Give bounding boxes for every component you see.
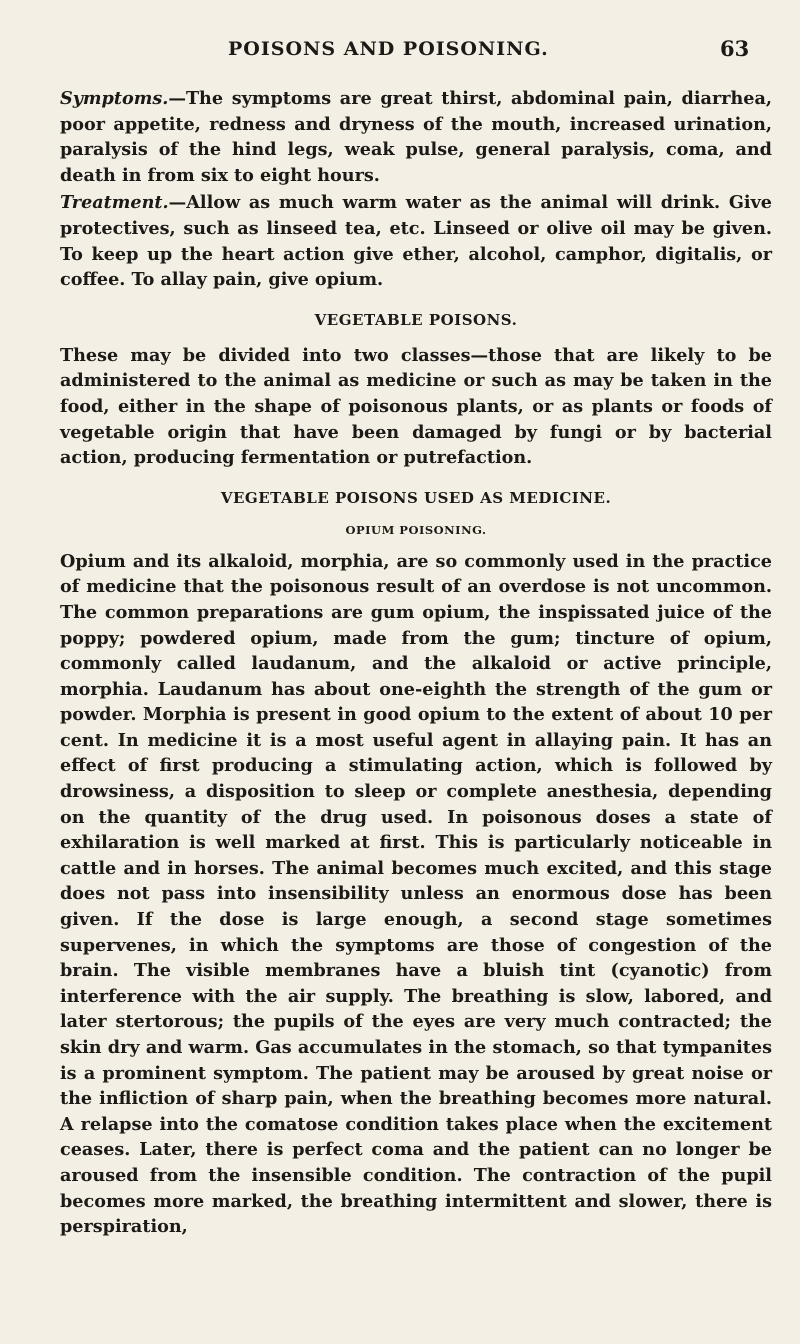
page-number: 63 <box>720 36 750 61</box>
heading-vegetable-medicine: VEGETABLE POISONS USED AS MEDICINE. <box>220 488 612 507</box>
heading-vegetable-poisons: VEGETABLE POISONS. <box>314 310 518 329</box>
heading-opium-poisoning: OPIUM POISONING. <box>345 522 487 537</box>
treatment-text: —Allow as much warm water as the animal will drink. Give protectives, such as linseed tea, etc. Linseed or olive oil may be given. To keep up the heart action give ether, alcohol, camphor, digitalis, or coffee. To allay pain, give opium. <box>60 192 772 291</box>
treatment-paragraph <box>60 190 772 292</box>
opium-paragraph: Opium and its alkaloid, morphia, are so commonly used in the practice of medicine that the poisonous result of an overdose is not uncommon. The common preparations are gum opium, the inspissated juice of the poppy; powdered opium, made from the gum; tincture of opium, commonly called laudanum, and the alkaloid or active principle, morphia. Laudanum has about one-eighth the strength of the gum or powder. Morphia is present in good opium to the extent of about 10 per cent. In medicine it is a most useful agent in allaying pain. It has an effect of first producing a stimulating action, which is followed by drowsiness, a disposition to sleep or complete anesthesia, depending on the quantity of the drug used. In poisonous doses a state of exhilaration is well marked at first. This is particularly noticeable in cattle and in horses. The animal becomes much excited, and this stage does not pass into insensibility unless an enormous dose has been given. If the dose is large enough, a second stage sometimes supervenes, in which the symptoms are those of congestion of the brain. The visible membranes have a bluish tint (cyanotic) from interference with the air supply. The breathing is slow, labored, and later stertorous; the pupils of the eyes are very much contracted; the skin dry and warm. Gas accumulates in the stomach, so that tympanites is a prominent symptom. The patient may be aroused by great noise or the infliction of sharp pain, when the breathing becomes more natural. A relapse into the comatose condition takes place when the excitement ceases. Later, there is perfect coma and the patient can no longer be aroused from the insensible condition. The contraction of the pupil becomes more marked, the breathing intermittent and slower, there is perspiration, <box>60 550 772 1238</box>
symptoms-lead: Symptoms. <box>60 88 169 109</box>
running-head <box>0 38 800 64</box>
symptoms-text: —The symptoms are great thirst, abdominal pain, diarrhea, poor appetite, redness and dryness of the mouth, increased urination, paralysis of the hind legs, weak pulse, general paralysis, coma, and death in from six to eight hours. <box>60 88 772 186</box>
treatment-lead: Treatment. <box>60 192 169 214</box>
running-title: POISONS AND POISONING. <box>228 38 549 60</box>
vegetable-intro-paragraph: These may be divided into two classes—those that are likely to be administered to the animal as medicine or such as may be taken in the food, either in the shape of poisonous plants, or as plants or foods of vegetable origin that have been damaged by fungi or by bacterial action, producing fermentation or putrefaction. <box>60 344 772 469</box>
body-text <box>60 86 772 1240</box>
symptoms-paragraph <box>60 86 772 188</box>
